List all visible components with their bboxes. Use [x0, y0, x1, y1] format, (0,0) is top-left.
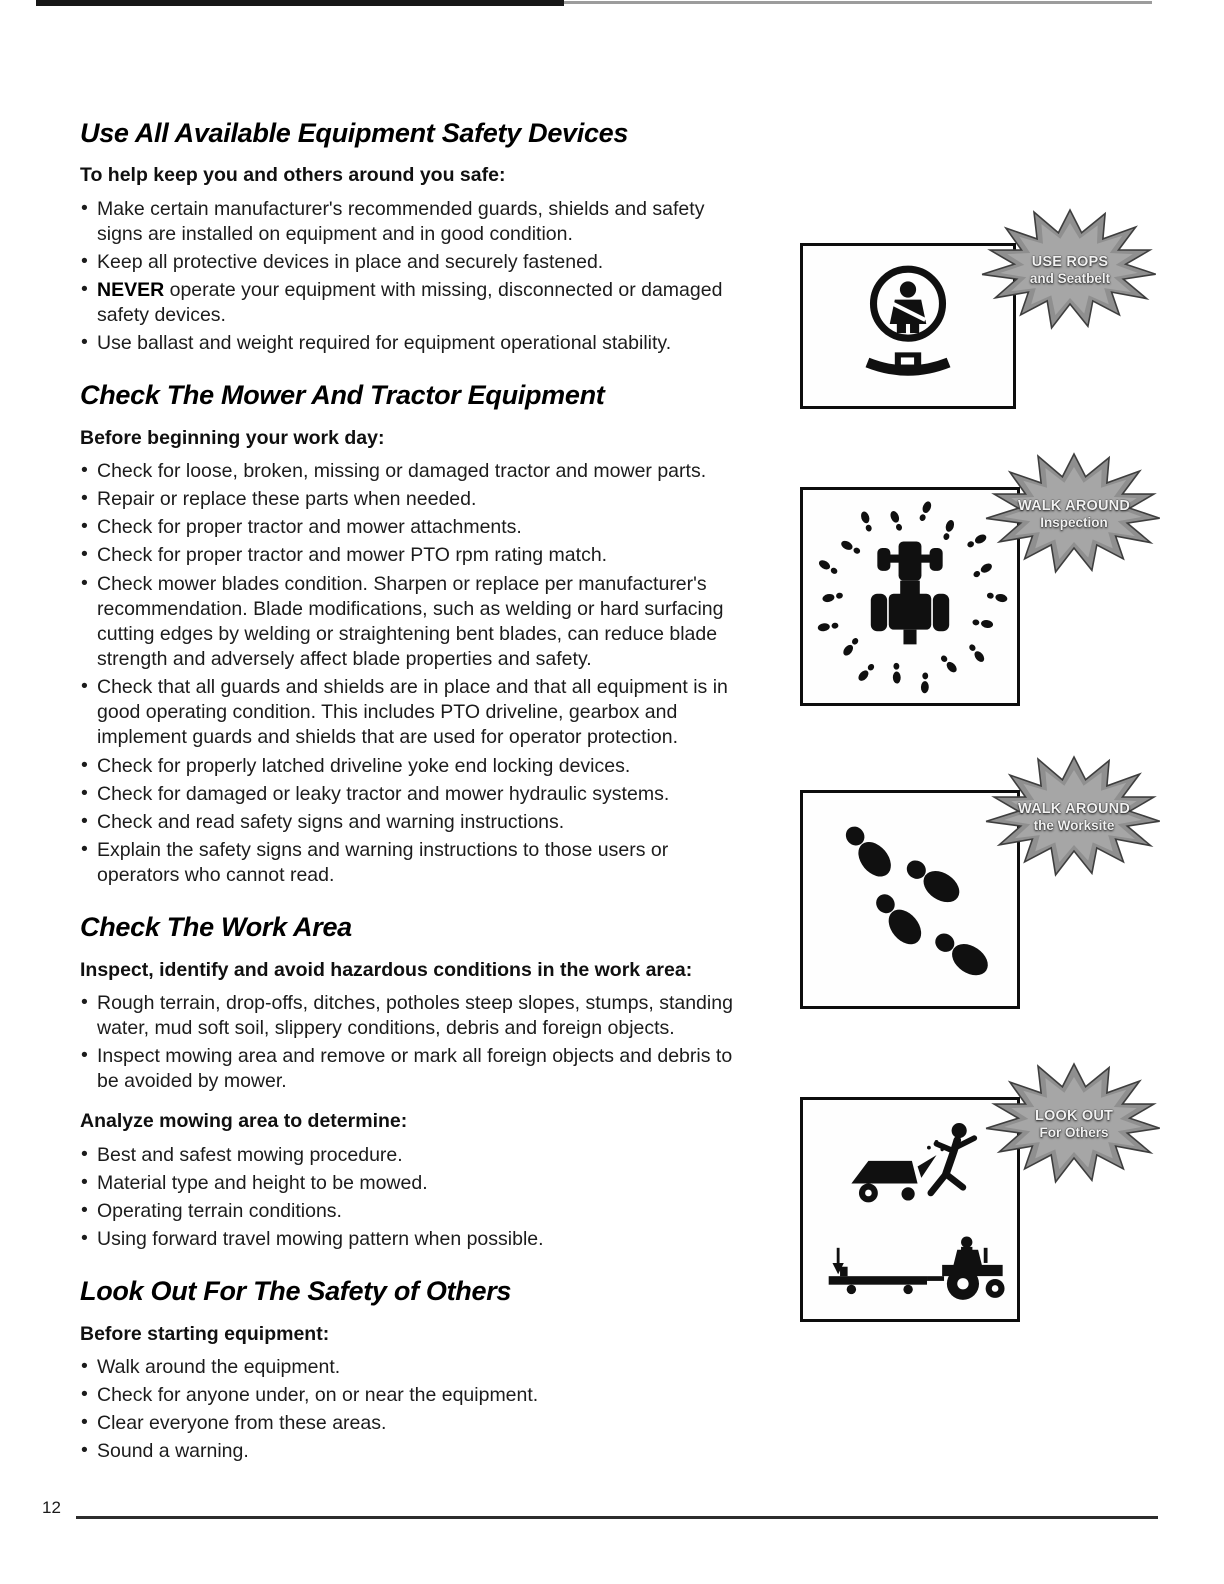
text-column	[80, 118, 736, 1471]
bullet-list	[80, 1355, 736, 1465]
bullet-list	[80, 197, 736, 357]
bullet-icon: •	[81, 515, 88, 538]
bullet-icon: •	[81, 1142, 88, 1165]
starburst-line1: USE ROPS	[1031, 254, 1109, 270]
starburst-line2: and Seatbelt	[1029, 271, 1111, 286]
bullet-icon: •	[81, 838, 88, 861]
starburst-shape	[985, 1060, 1163, 1188]
bullet-item: • Check and read safety signs and warning instructions.	[81, 809, 565, 833]
bullet-item: • Use ballast and weight required for equipment operational stability.	[81, 331, 672, 355]
bullet-icon: •	[81, 809, 88, 832]
bullet-item: • Walk around the equipment.	[81, 1355, 341, 1379]
bullet-icon: •	[81, 249, 88, 272]
tractor-topview-footprint-ring-icon	[812, 499, 1008, 695]
bullet-icon: •	[81, 196, 88, 219]
starburst-shape	[985, 450, 1163, 578]
starburst-badge	[985, 450, 1163, 578]
section-title: Use All Available Equipment Safety Devices	[80, 118, 629, 148]
fasten-seatbelt-icon	[833, 255, 983, 397]
section-title: Look Out For The Safety of Others	[80, 1276, 512, 1307]
bullet-item: • Check for proper tractor and mower PTO rpm rating match.	[81, 543, 608, 567]
bullet-icon: •	[81, 1439, 88, 1462]
starburst-shape	[981, 206, 1159, 334]
bullet-item: • Check for damaged or leaky tractor and mower hydraulic systems.	[81, 781, 670, 805]
bullet-item: • Make certain manufacturer's recommended guards, shields and safety signs are installed on equipment and in good condition.	[81, 196, 705, 245]
bullet-item: • Best and safest mowing procedure.	[81, 1142, 403, 1166]
mower-bystander-hazard-icon	[812, 1106, 1008, 1314]
block-heading: Inspect, identify and avoid hazardous conditions in the work area:	[80, 958, 693, 981]
bullet-item: • NEVER operate your equipment with missing, disconnected or damaged safety devices.	[81, 278, 723, 327]
bullet-item: • Repair or replace these parts when needed.	[81, 487, 477, 511]
bullet-icon: •	[81, 487, 88, 510]
figure-walk-around-inspection	[800, 487, 1130, 706]
bullet-icon: •	[81, 1199, 88, 1222]
starburst-badge	[985, 753, 1163, 881]
bullet-icon: •	[81, 459, 88, 482]
section-title: Check The Mower And Tractor Equipment	[80, 380, 605, 411]
bullet-icon: •	[81, 331, 88, 354]
bullet-icon: •	[81, 278, 88, 301]
starburst-badge	[985, 1060, 1163, 1188]
block-heading: Before beginning your work day:	[80, 426, 385, 449]
bullet-item: • Operating terrain conditions.	[81, 1199, 342, 1223]
starburst-line2: For Others	[1039, 1125, 1109, 1140]
starburst-line2: Inspection	[1040, 515, 1108, 530]
bullet-icon: •	[81, 571, 88, 594]
starburst-shape	[985, 753, 1163, 881]
bullet-icon: •	[81, 1044, 88, 1067]
scan-artifact-light	[564, 1, 1152, 4]
starburst-badge	[981, 206, 1159, 334]
page-number: 12	[42, 1498, 61, 1517]
bullet-item: • Check for proper tractor and mower attachments.	[81, 515, 522, 539]
bullet-icon: •	[81, 1411, 88, 1434]
block-heading: To help keep you and others around you safe:	[80, 164, 506, 187]
figure-walk-around-worksite	[800, 790, 1130, 1009]
section-use-safety-devices	[80, 118, 736, 356]
bullet-item: • Using forward travel mowing pattern when possible.	[81, 1227, 544, 1251]
figure-look-out-for-others	[800, 1097, 1114, 1322]
bullet-icon: •	[81, 753, 88, 776]
section-check-mower-tractor	[80, 380, 736, 888]
section-title: Check The Work Area	[80, 912, 352, 943]
scan-artifact-dark	[36, 0, 564, 6]
bullet-item: • Explain the safety signs and warning instructions to those users or operators who cannot read.	[81, 838, 669, 887]
bullet-list	[80, 991, 736, 1095]
bullet-item: • Rough terrain, drop-offs, ditches, potholes steep slopes, stumps, standing water, mud soft soil, slippery conditions, debris and foreign objects.	[81, 990, 733, 1040]
bullet-icon: •	[81, 543, 88, 566]
starburst-line1: WALK AROUND	[1017, 801, 1130, 817]
bullet-icon: •	[81, 1383, 88, 1406]
footer-rule	[76, 1516, 1158, 1519]
bullet-item: • Inspect mowing area and remove or mark all foreign objects and debris to be avoided by mower.	[81, 1044, 733, 1093]
bullet-icon: •	[81, 1355, 88, 1378]
bullet-item: • Check for loose, broken, missing or damaged tractor and mower parts.	[81, 459, 707, 483]
section-check-work-area	[80, 912, 736, 1252]
bullet-icon: •	[81, 1171, 88, 1193]
bullet-icon: •	[81, 1227, 88, 1250]
starburst-line1: LOOK OUT	[1034, 1108, 1114, 1124]
bullet-icon: •	[81, 781, 88, 804]
starburst-line1: WALK AROUND	[1017, 498, 1130, 514]
bullet-item: • Check for anyone under, on or near the equipment.	[81, 1383, 539, 1407]
bullet-list	[80, 459, 736, 888]
bullet-icon: •	[81, 990, 88, 1013]
bullet-item: • Keep all protective devices in place and securely fastened.	[81, 249, 604, 273]
bullet-item: • Check that all guards and shields are in place and that all equipment is in good operating condition. This includes PTO driveline, gearbox and implement guards and shields that are used for operator protection.	[81, 675, 728, 749]
block-heading: Before starting equipment:	[80, 1322, 330, 1345]
bullet-item: • Material type and height to be mowed.	[81, 1171, 428, 1194]
bullet-item: • Clear everyone from these areas.	[81, 1411, 387, 1435]
bullet-item: • Check mower blades condition. Sharpen or replace per manufacturer's recommendation. Blade modifications, such as welding or hard surfacing cutting edges by welding or straightening bent blades, can reduce blade strength and adversely affect blade properties and safety.	[81, 571, 724, 671]
section-look-out-safety-others	[80, 1276, 736, 1464]
bullet-item: • Sound a warning.	[81, 1439, 249, 1463]
footprints-icon	[812, 802, 1008, 998]
figure-use-rops	[800, 243, 1111, 409]
starburst-line2: the Worksite	[1033, 818, 1115, 833]
bullet-icon: •	[81, 675, 88, 698]
bullet-item: • Check for properly latched driveline yoke end locking devices.	[81, 753, 631, 777]
block-heading: Analyze mowing area to determine:	[80, 1110, 408, 1133]
bullet-list	[80, 1143, 736, 1253]
